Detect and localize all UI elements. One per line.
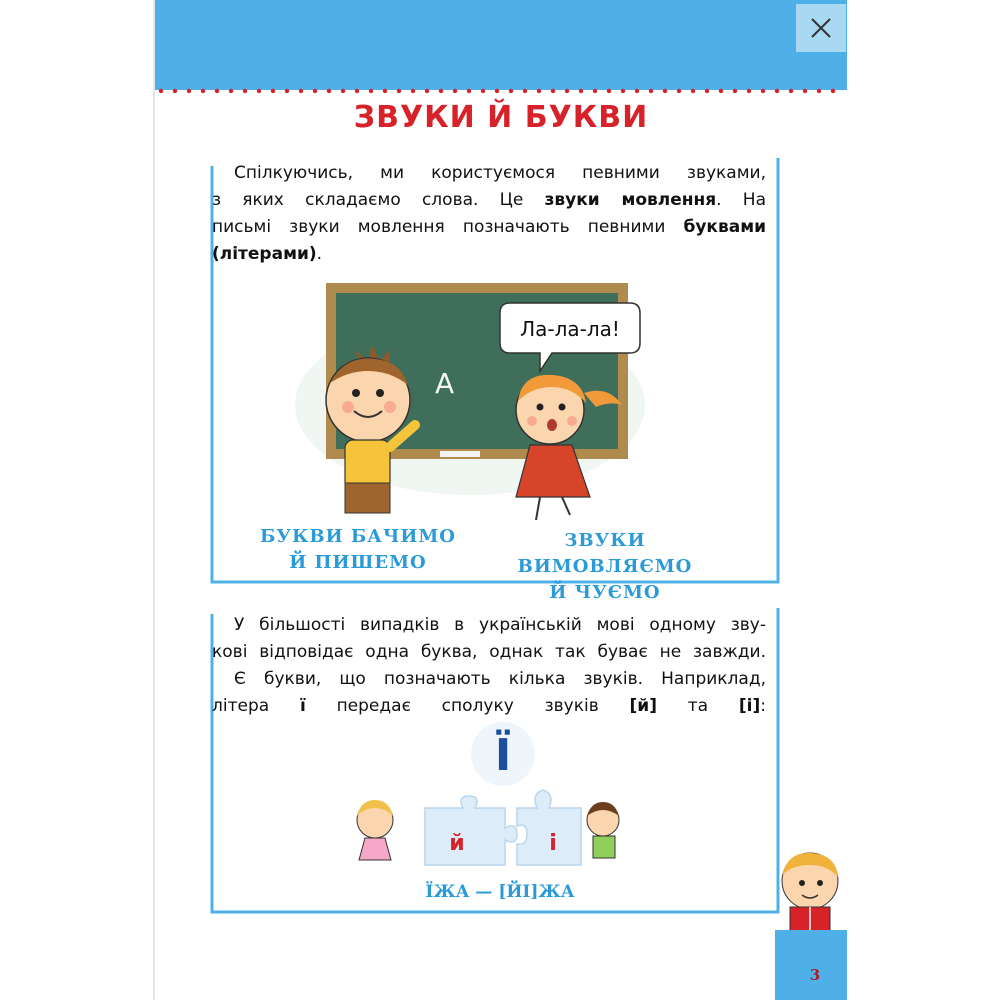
caption-sounds-line-1: ЗВУКИ ВИМОВЛЯЄМО [517,530,693,577]
chalkboard-illustration [290,275,650,525]
intro-line-1: Спілкуючись, ми користуємося певними звуками, [234,163,766,183]
page-number-tab [775,930,847,1000]
page-number: 3 [809,966,821,984]
small-boy-figure [587,802,619,858]
puzzle-piece-left [425,796,517,865]
explain-line-3: Є букви, що позначають кілька звуків. Наприклад, [234,669,766,689]
explain-line-2: кові відповідає одна буква, однак так буває не завжди. [212,642,766,662]
caption-letters-line-2: Й ПИШЕМО [289,552,427,573]
page-title: ЗВУКИ Й БУКВИ [353,100,649,135]
puzzle-illustration [345,720,645,880]
big-letter: Ї [494,730,512,781]
header-band [155,0,847,90]
explain-paragraph [212,612,766,720]
puzzle-right-letter: і [549,831,557,856]
caption-sounds-line-2: Й ЧУЄМО [549,582,661,603]
puzzle-left-letter: й [449,831,465,856]
close-button[interactable] [796,4,846,52]
dotted-border [155,86,847,96]
caption-letters-line-1: БУКВИ БАЧИМО [260,526,456,547]
example-word: ЇЖА — [ЙІ]ЖА [425,882,575,902]
close-icon [810,17,832,39]
caption-letters [258,524,458,576]
explain-line-4: літера ї передає сполуку звуків [й] та [і]: [212,696,766,716]
board-letter: А [435,367,455,400]
explain-line-1: У більшості випадків в українській мові одному зву- [234,615,766,635]
intro-line-2: з яких складаємо слова. Це звуки мовлення. На [212,190,767,210]
bubble-text: Ла-ла-ла! [520,317,620,341]
intro-line-3: письмі звуки мовлення позначають певними буквами [212,217,766,237]
intro-paragraph [212,160,766,268]
small-girl-figure [357,800,393,860]
intro-line-4: (літерами). [212,244,323,264]
caption-sounds [480,528,730,606]
